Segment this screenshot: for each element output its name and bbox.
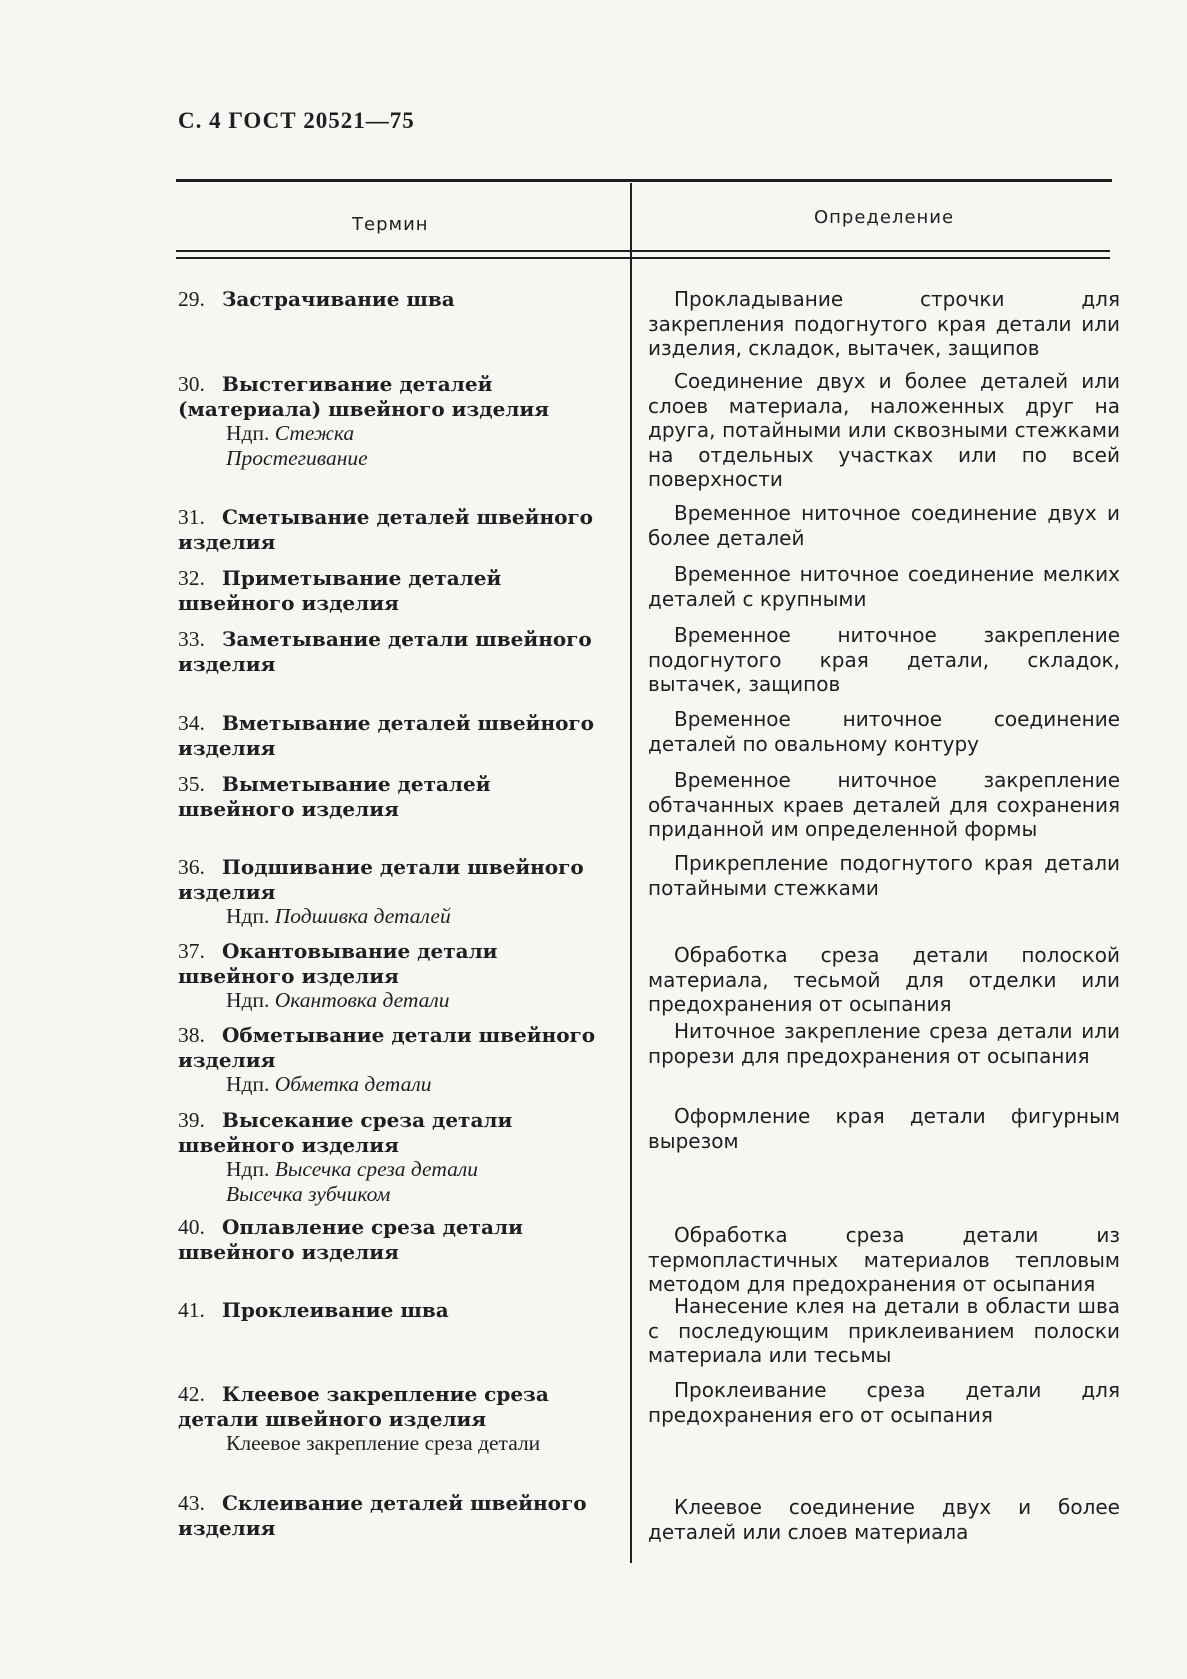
deprecated-term-text: Стежка (274, 421, 355, 445)
term-name: Оплавление среза детали швейного изделия (178, 1215, 523, 1264)
ndp-label: Ндп. (226, 1157, 275, 1181)
definition-cell (648, 851, 1120, 900)
term-name: Окантовывание детали швейного изделия (178, 939, 498, 988)
column-divider (630, 183, 632, 1563)
definition-text: Временное ниточное закрепление обтачанных краев деталей для сохранения приданной им определенной формы (648, 768, 1120, 841)
column-header-definition: Определение (814, 207, 955, 228)
term-name: Застрачивание шва (222, 287, 455, 311)
ndp-label: Ндп. (226, 421, 275, 445)
definition-cell (648, 707, 1120, 756)
definition-cell (648, 1019, 1120, 1068)
term-cell (178, 1215, 614, 1264)
term-number: 30. (178, 372, 205, 396)
term-number: 35. (178, 772, 205, 796)
term-number: 40. (178, 1215, 205, 1239)
term-name: Выметывание деталей швейного изделия (178, 772, 491, 821)
deprecated-term-text: Окантовка детали (274, 988, 450, 1012)
definition-cell (648, 623, 1120, 697)
term-number: 42. (178, 1382, 205, 1406)
definition-text: Клеевое соединение двух и более деталей или слоев материала (648, 1495, 1120, 1544)
definition-cell (648, 768, 1120, 842)
term-number: 33. (178, 627, 205, 651)
term-cell (178, 772, 614, 821)
term-name: Сметывание деталей швейного изделия (178, 505, 594, 554)
term-number: 37. (178, 939, 205, 963)
term-synonym: Клеевое закрепление среза детали (226, 1431, 541, 1455)
ndp-label: Ндп. (226, 904, 275, 928)
definition-cell (648, 1223, 1120, 1297)
term-name: Подшивание детали швейного изделия (178, 855, 584, 904)
term-cell (178, 1491, 614, 1540)
term-cell (178, 939, 614, 1013)
definition-cell (648, 1378, 1120, 1427)
term-cell (178, 566, 614, 615)
term-name: Склеивание деталей швейного изделия (178, 1491, 587, 1540)
term-name: Обметывание детали швейного изделия (178, 1023, 596, 1072)
term-cell (178, 1023, 614, 1097)
term-cell (178, 505, 614, 554)
deprecated-term-text: Обметка детали (274, 1072, 432, 1096)
definition-text: Временное ниточное закрепление подогнутого края детали, складок, вытачек, защипов (648, 623, 1120, 696)
term-cell (178, 1108, 614, 1206)
ndp-label: Ндп. (226, 988, 275, 1012)
term-deprecated (178, 421, 614, 446)
term-deprecated (178, 1157, 614, 1182)
definition-text: Соединение двух и более деталей или слоев материала, наложенных друг на друга, потайными или сквозными стежками на отдельных участках или по всей поверхности (648, 369, 1120, 491)
definition-text: Оформление края детали фигурным вырезом (648, 1104, 1120, 1153)
header-double-rule-top (176, 250, 1110, 252)
deprecated-term-text: Подшивка деталей (274, 904, 451, 928)
term-name: Высекание среза детали швейного изделия (178, 1108, 513, 1157)
term-deprecated (178, 1072, 614, 1097)
term-number: 36. (178, 855, 205, 879)
term-deprecated (178, 988, 614, 1013)
term-number: 31. (178, 505, 205, 529)
definition-cell (648, 1104, 1120, 1153)
definition-cell (648, 369, 1120, 492)
definition-cell (648, 287, 1120, 361)
term-deprecated (178, 904, 614, 929)
term-cell (178, 1298, 614, 1323)
definition-cell (648, 1495, 1120, 1544)
term-cell (178, 855, 614, 929)
term-name: Приметывание деталей швейного изделия (178, 566, 502, 615)
definition-cell (648, 1294, 1120, 1368)
definition-text: Обработка среза детали из термопластичных материалов тепловым методом для предохранения от осыпания (648, 1223, 1120, 1296)
page-header: С. 4 ГОСТ 20521—75 (178, 108, 415, 133)
definition-text: Временное ниточное соединение мелких деталей с крупными (648, 562, 1120, 611)
ndp-label: Ндп. (226, 1072, 275, 1096)
definition-text: Прокладывание строчки для закрепления подогнутого края детали или изделия, складок, вытачек, защипов (648, 287, 1120, 360)
definition-cell (648, 501, 1120, 550)
definition-text: Временное ниточное соединение деталей по овальному контуру (648, 707, 1120, 756)
definition-text: Обработка среза детали полоской материала, тесьмой для отделки или предохранения от осыпания (648, 943, 1120, 1016)
definition-cell (648, 562, 1120, 611)
column-header-term: Термин (352, 214, 429, 235)
term-name: Вметывание деталей швейного изделия (178, 711, 595, 760)
term-number: 34. (178, 711, 205, 735)
definition-text: Временное ниточное соединение двух и более деталей (648, 501, 1120, 550)
term-number: 41. (178, 1298, 205, 1322)
deprecated-term-text: Высечка зубчиком (226, 1181, 391, 1206)
term-cell (178, 1382, 614, 1456)
term-name: Проклеивание шва (222, 1298, 449, 1322)
term-cell (178, 287, 614, 312)
header-double-rule-bottom (176, 257, 1110, 259)
top-rule (176, 179, 1112, 182)
term-cell (178, 711, 614, 760)
deprecated-term-text: Простегивание (226, 445, 368, 470)
definition-text: Прикрепление подогнутого края детали потайными стежками (648, 851, 1120, 900)
term-number: 38. (178, 1023, 205, 1047)
term-number: 39. (178, 1108, 205, 1132)
definition-text: Проклеивание среза детали для предохранения его от осыпания (648, 1378, 1120, 1427)
term-name: Выстегивание деталей (материала) швейного изделия (178, 372, 550, 421)
definition-text: Нанесение клея на детали в области шва с последующим приклеиванием полоски материала или тесьмы (648, 1294, 1120, 1367)
definition-text: Ниточное закрепление среза детали или прорези для предохранения от осыпания (648, 1019, 1120, 1068)
term-number: 43. (178, 1491, 205, 1515)
term-deprecated-2 (178, 446, 614, 471)
term-cell (178, 372, 614, 470)
term-number: 29. (178, 287, 205, 311)
term-name: Клеевое закрепление среза детали швейного изделия (178, 1382, 549, 1431)
definition-cell (648, 943, 1120, 1017)
term-deprecated-2 (178, 1182, 614, 1207)
term-name: Заметывание детали швейного изделия (178, 627, 592, 676)
term-cell (178, 627, 614, 676)
term-number: 32. (178, 566, 205, 590)
deprecated-term-text: Высечка среза детали (274, 1157, 478, 1181)
